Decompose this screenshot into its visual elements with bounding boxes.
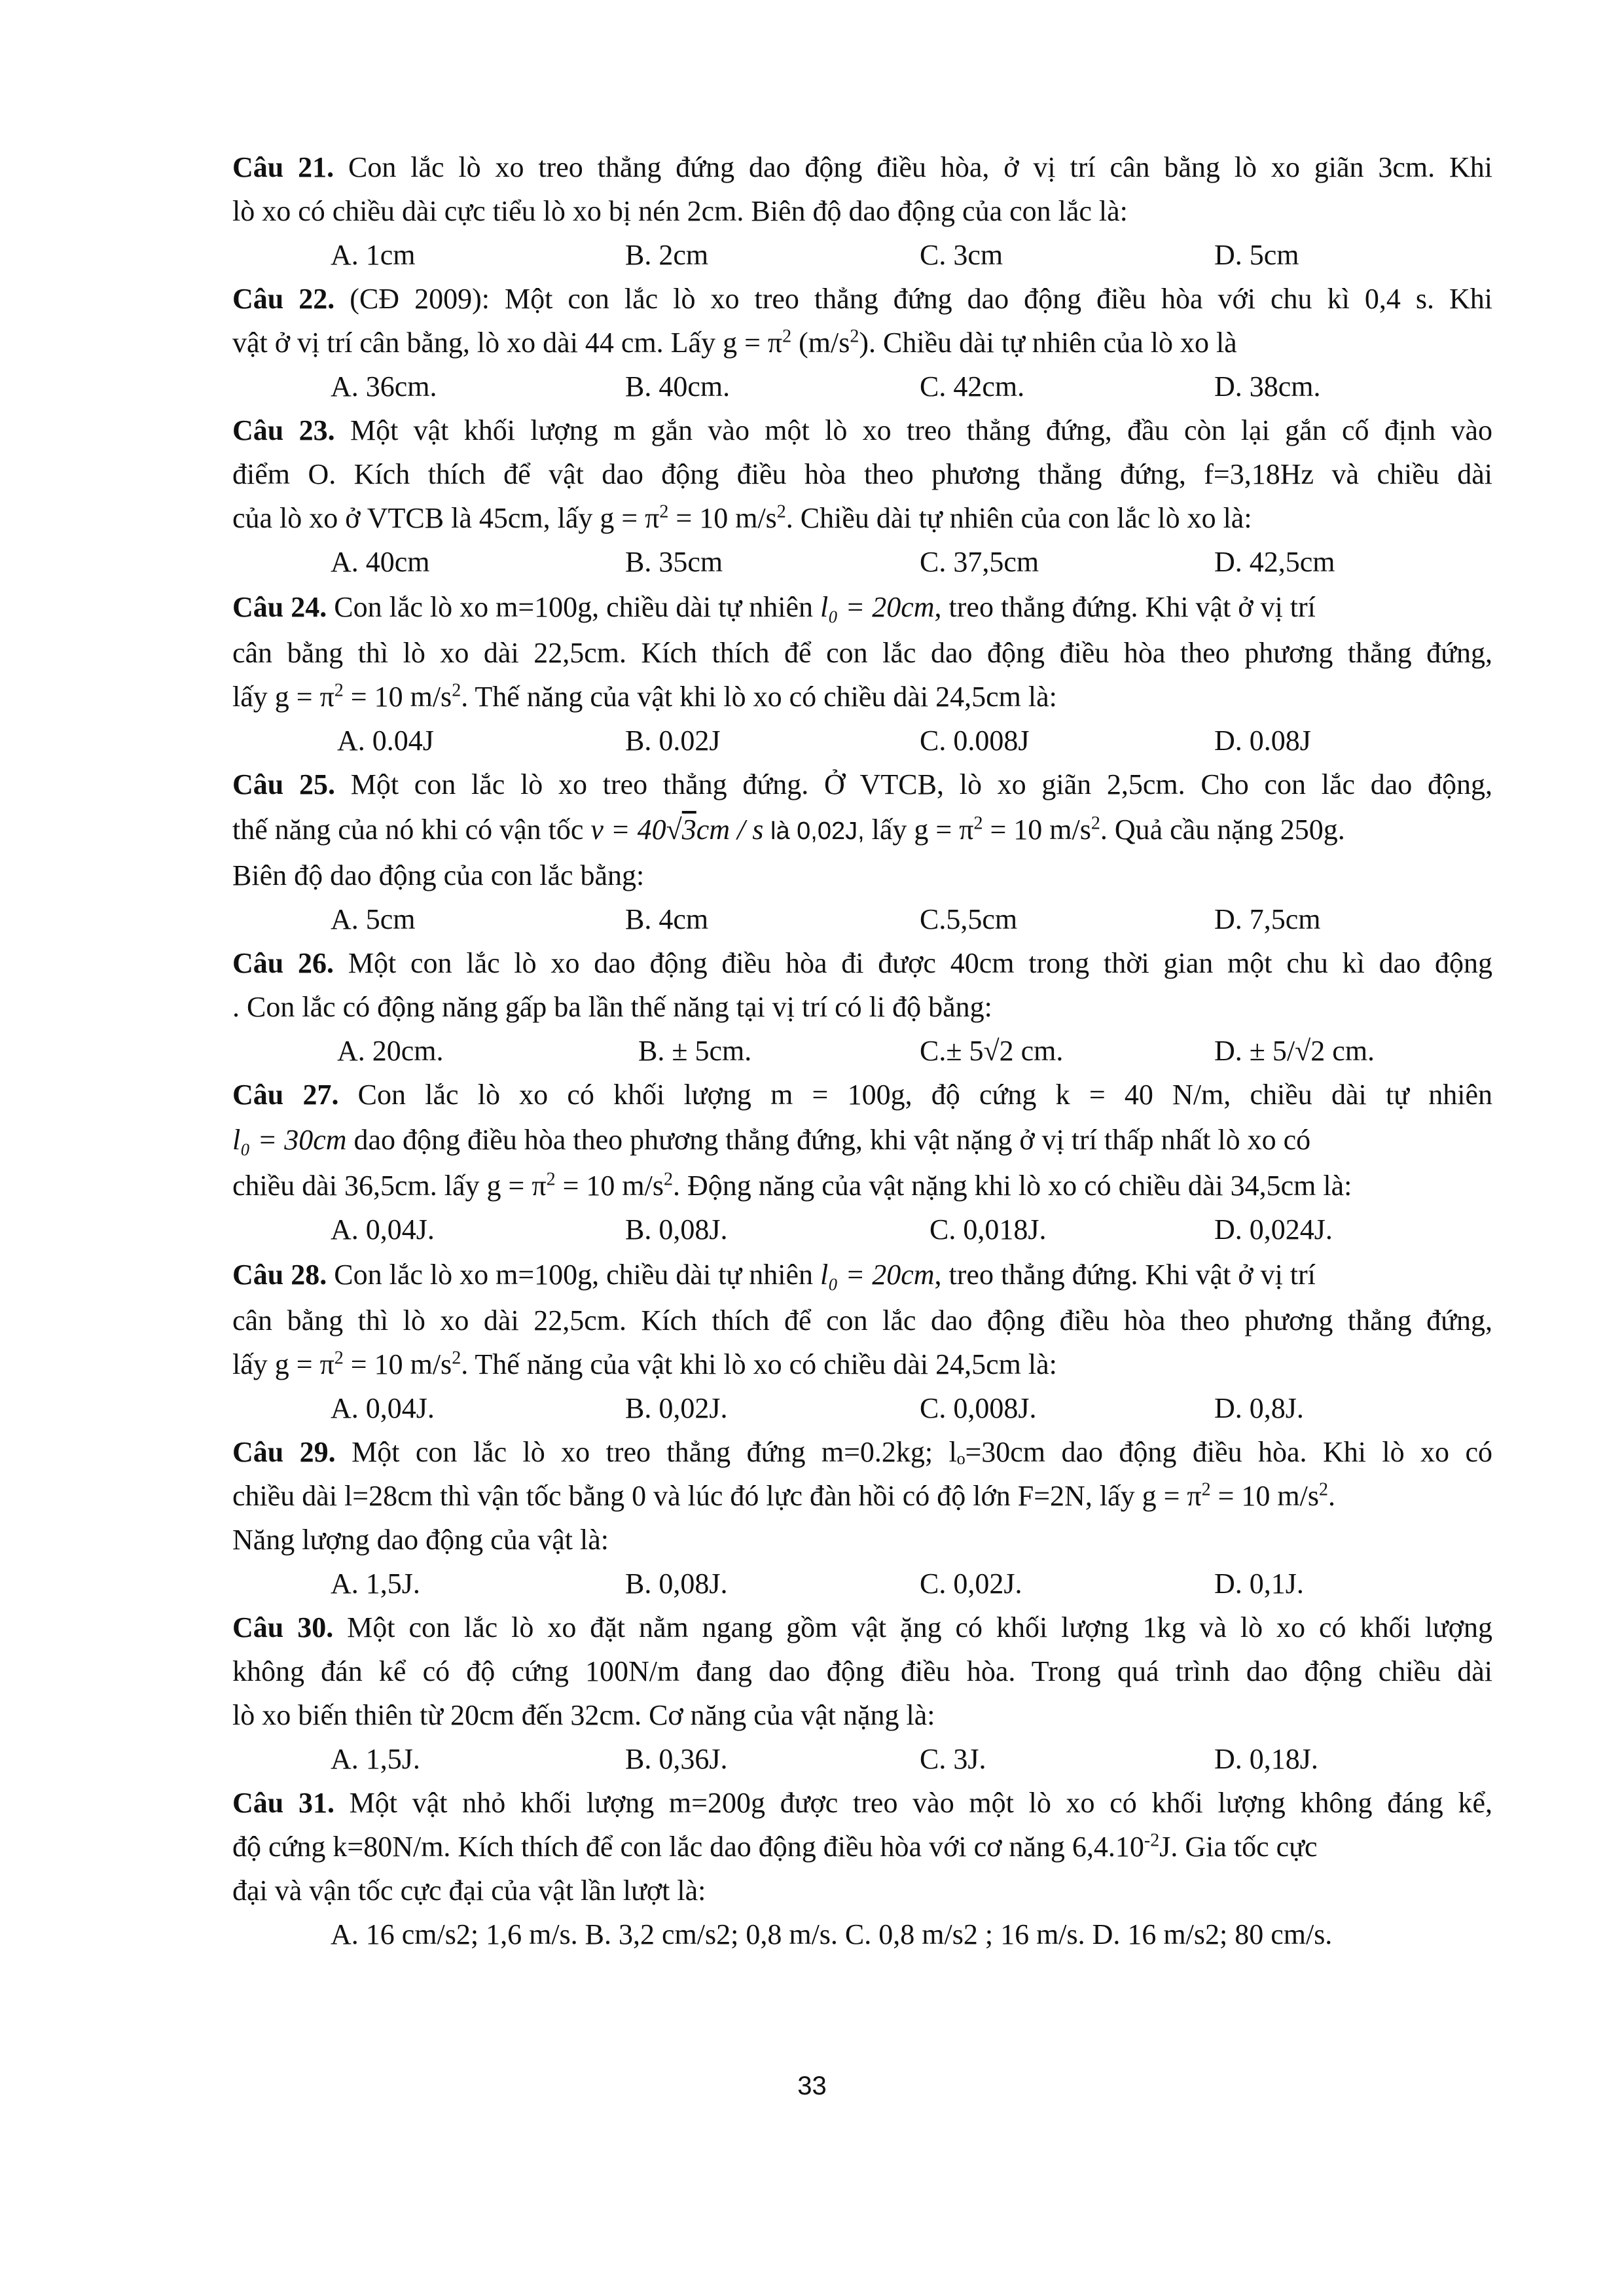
question-label: Câu 31. bbox=[232, 1787, 334, 1819]
question-31-line-2 bbox=[232, 1825, 1492, 1869]
option-d: D. ± 5/√2 cm. bbox=[1214, 1035, 1375, 1067]
option-c: C.5,5cm bbox=[920, 903, 1018, 935]
superscript: 2 bbox=[334, 680, 344, 701]
question-27-options bbox=[232, 1208, 1492, 1251]
question-text: Năng lượng dao động của vật là: bbox=[232, 1524, 609, 1556]
question-text: ). Chiều dài tự nhiên của lò xo là bbox=[859, 327, 1237, 359]
question-text: = 10 m/s bbox=[555, 1170, 664, 1202]
question-text: . Thế năng của vật khi lò xo có chiều dài 24,5cm là: bbox=[461, 681, 1057, 713]
option-b: B. 40cm. bbox=[625, 370, 731, 403]
option-b: B. ± 5cm. bbox=[638, 1035, 752, 1067]
question-text: . Con lắc có động năng gấp ba lần thế năng tại vị trí có li độ bằng: bbox=[232, 991, 992, 1023]
option-c: C. 0,018J. bbox=[929, 1213, 1047, 1246]
question-29-options bbox=[232, 1562, 1492, 1605]
question-text: . Chiều dài tự nhiên của con lắc lò xo là: bbox=[785, 502, 1252, 534]
question-24-line-1 bbox=[232, 584, 1492, 631]
option-c: C. 3cm bbox=[920, 239, 1003, 271]
option-c: C. 0,008J. bbox=[920, 1392, 1037, 1424]
option-a: A. 1,5J. bbox=[331, 1568, 420, 1600]
math-radicand: 3 bbox=[681, 814, 696, 846]
question-24-line-2 bbox=[232, 631, 1492, 675]
question-text: (m/s bbox=[791, 327, 850, 359]
question-26-line-2 bbox=[232, 985, 1492, 1029]
question-text: . Thế năng của vật khi lò xo có chiều dài 24,5cm là: bbox=[461, 1348, 1057, 1380]
question-label: Câu 25. bbox=[232, 768, 335, 800]
question-22-options bbox=[232, 365, 1492, 408]
question-text: = 10 m/s bbox=[343, 1348, 452, 1380]
question-label: Câu 22. bbox=[232, 283, 335, 315]
option-b: B. 2cm bbox=[625, 239, 709, 271]
options-line: A. 16 cm/s2; 1,6 m/s. B. 3,2 cm/s2; 0,8 m/s. C. 0,8 m/s2 ; 16 m/s. D. 16 m/s2; 80 cm/s. bbox=[331, 1918, 1333, 1950]
option-b: B. 0,08J. bbox=[625, 1213, 728, 1246]
superscript: 2 bbox=[850, 326, 859, 347]
option-d: D. 0,024J. bbox=[1214, 1213, 1333, 1246]
question-text: = 10 m/s bbox=[668, 502, 777, 534]
question-text: lấy g = π bbox=[864, 814, 974, 846]
question-label: Câu 27. bbox=[232, 1079, 339, 1111]
question-29-line-3 bbox=[232, 1518, 1492, 1562]
question-23-line-2 bbox=[232, 452, 1492, 496]
option-d: D. 42,5cm bbox=[1214, 546, 1335, 578]
question-21-options bbox=[232, 233, 1492, 277]
superscript: -2 bbox=[1144, 1830, 1160, 1851]
question-28-line-3 bbox=[232, 1342, 1492, 1386]
superscript: 2 bbox=[1319, 1479, 1328, 1500]
superscript: 2 bbox=[1091, 813, 1100, 834]
question-21-line-1 bbox=[232, 145, 1492, 189]
option-b: B. 0,02J. bbox=[625, 1392, 728, 1424]
question-text: dao động điều hòa theo phương thẳng đứng, khi vật nặng ở vị trí thấp nhất lò xo có bbox=[346, 1124, 1311, 1156]
question-text: . Động năng của vật nặng khi lò xo có chiều dài 34,5cm là: bbox=[672, 1170, 1352, 1202]
question-text: cân bằng thì lò xo dài 22,5cm. Kích thích để con lắc dao động điều hòa theo phương thẳng đứng, bbox=[232, 1304, 1492, 1336]
question-text: điểm O. Kích thích để vật dao động điều hòa theo phương thẳng đứng, f=3,18Hz và chiều dài bbox=[232, 458, 1492, 490]
superscript: 2 bbox=[973, 813, 983, 834]
option-d: D. 38cm. bbox=[1214, 370, 1321, 403]
page-content bbox=[232, 145, 1492, 1956]
math-formula: l₀ = 20cm bbox=[820, 591, 935, 623]
question-25-line-3 bbox=[232, 853, 1492, 897]
option-d: D. 7,5cm bbox=[1214, 903, 1321, 935]
superscript: 2 bbox=[776, 501, 786, 522]
page-number: 33 bbox=[797, 2072, 827, 2100]
superscript: 2 bbox=[782, 326, 792, 347]
question-text: Con lắc lò xo m=100g, chiều dài tự nhiên bbox=[327, 1259, 821, 1291]
question-text: không đán kể có độ cứng 100N/m đang dao động điều hòa. Trong quá trình dao động chiều dài bbox=[232, 1655, 1492, 1687]
option-a: A. 0,04J. bbox=[331, 1392, 435, 1424]
question-31-line-1 bbox=[232, 1781, 1492, 1825]
option-b: B. 0.02J bbox=[625, 725, 721, 757]
question-text: Con lắc lò xo m=100g, chiều dài tự nhiên bbox=[327, 591, 821, 623]
question-29-line-1 bbox=[232, 1430, 1492, 1474]
question-27-line-1 bbox=[232, 1073, 1492, 1117]
question-23-line-1 bbox=[232, 408, 1492, 452]
superscript: 2 bbox=[334, 1348, 344, 1369]
question-26-options bbox=[232, 1029, 1492, 1073]
option-b: B. 0,08J. bbox=[625, 1568, 728, 1600]
question-22-line-2 bbox=[232, 321, 1492, 365]
option-c: C.± 5√2 cm. bbox=[920, 1035, 1064, 1067]
question-31-line-3 bbox=[232, 1869, 1492, 1912]
question-label: Câu 29. bbox=[232, 1436, 336, 1468]
superscript: 2 bbox=[546, 1169, 556, 1190]
option-c: C. 0,02J. bbox=[920, 1568, 1022, 1600]
option-d: D. 0,1J. bbox=[1214, 1568, 1304, 1600]
question-22-line-1 bbox=[232, 277, 1492, 321]
question-25-options bbox=[232, 897, 1492, 941]
option-a: A. 36cm. bbox=[331, 370, 437, 403]
option-a: A. 40cm bbox=[331, 546, 430, 578]
question-text: vật ở vị trí cân bằng, lò xo dài 44 cm. Lấy g = π bbox=[232, 327, 783, 359]
question-text: . Quả cầu nặng 250g. bbox=[1100, 814, 1345, 846]
question-label: Câu 24. bbox=[232, 591, 327, 623]
question-29-line-2 bbox=[232, 1474, 1492, 1518]
question-text: độ cứng k=80N/m. Kích thích để con lắc dao động điều hòa với cơ năng 6,4.10 bbox=[232, 1831, 1144, 1863]
question-text: Một con lắc lò xo treo thẳng đứng. Ở VTCB, lò xo giãn 2,5cm. Cho con lắc dao động, bbox=[334, 768, 1492, 800]
question-30-line-2 bbox=[232, 1649, 1492, 1693]
question-text: lấy g = π bbox=[232, 681, 334, 713]
question-text: = 10 m/s bbox=[1210, 1480, 1319, 1512]
option-a: A. 5cm bbox=[331, 903, 416, 935]
superscript: 2 bbox=[663, 1169, 673, 1190]
question-text: , treo thẳng đứng. Khi vật ở vị trí bbox=[934, 591, 1316, 623]
option-b: B. 0,36J. bbox=[625, 1743, 728, 1775]
question-30-line-3 bbox=[232, 1693, 1492, 1737]
question-text: J. Gia tốc cực bbox=[1159, 1831, 1318, 1863]
question-27-line-3 bbox=[232, 1164, 1492, 1208]
sqrt-symbol: √ bbox=[666, 814, 682, 846]
question-text: lò xo có chiều dài cực tiểu lò xo bị nén 2cm. Biên độ dao động của con lắc là: bbox=[232, 195, 1128, 227]
superscript: 2 bbox=[452, 1348, 461, 1369]
question-text: Một vật khối lượng m gắn vào một lò xo treo thẳng đứng, đầu còn lại gắn cố định vào bbox=[334, 414, 1492, 446]
question-label: Câu 23. bbox=[232, 414, 335, 446]
question-27-line-2 bbox=[232, 1117, 1492, 1164]
question-text: thế năng của nó khi có vận tốc bbox=[232, 814, 591, 846]
option-a: A. 1,5J. bbox=[331, 1743, 420, 1775]
question-text: (CĐ 2009): Một con lắc lò xo treo thẳng đứng dao động điều hòa với chu kì 0,4 s. Khi bbox=[334, 283, 1492, 315]
option-c: C. 42cm. bbox=[920, 370, 1025, 403]
math-formula: v = 40 bbox=[590, 814, 666, 846]
question-26-line-1 bbox=[232, 941, 1492, 985]
question-text: của lò xo ở VTCB là 45cm, lấy g = π bbox=[232, 502, 660, 534]
math-unit: cm / s bbox=[696, 814, 764, 846]
question-30-options bbox=[232, 1737, 1492, 1781]
question-23-options bbox=[232, 540, 1492, 584]
option-a: A. 1cm bbox=[331, 239, 416, 271]
question-text: . bbox=[1328, 1480, 1335, 1512]
question-text: Một con lắc lò xo treo thẳng đứng m=0.2kg; lₒ=30cm dao động điều hòa. Khi lò xo có bbox=[335, 1436, 1492, 1468]
question-24-options bbox=[232, 719, 1492, 762]
question-text: , treo thẳng đứng. Khi vật ở vị trí bbox=[934, 1259, 1316, 1291]
option-c: C. 3J. bbox=[920, 1743, 986, 1775]
question-23-line-3 bbox=[232, 496, 1492, 540]
math-formula: l₀ = 20cm bbox=[820, 1259, 935, 1291]
question-text: Con lắc lò xo treo thẳng đứng dao động điều hòa, ở vị trí cân bằng lò xo giãn 3cm. Khi bbox=[334, 151, 1493, 183]
question-text: Biên độ dao động của con lắc bằng: bbox=[232, 859, 645, 891]
question-text: chiều dài 36,5cm. lấy g = π bbox=[232, 1170, 547, 1202]
question-31-options bbox=[232, 1912, 1492, 1956]
option-a: A. 0,04J. bbox=[331, 1213, 435, 1246]
question-label: Câu 28. bbox=[232, 1259, 327, 1291]
question-25-line-2 bbox=[232, 806, 1492, 853]
question-25-line-1 bbox=[232, 762, 1492, 806]
question-28-options bbox=[232, 1386, 1492, 1430]
question-28-line-1 bbox=[232, 1251, 1492, 1299]
question-24-line-3 bbox=[232, 675, 1492, 719]
question-text: = 10 m/s bbox=[983, 814, 1091, 846]
option-a: A. 0.04J bbox=[337, 725, 434, 757]
math-formula: l₀ = 30cm bbox=[232, 1124, 347, 1156]
question-text: là 0,02J, bbox=[763, 817, 865, 845]
superscript: 2 bbox=[659, 501, 669, 522]
question-text: Một con lắc lò xo đặt nằm ngang gồm vật ặng có khối lượng 1kg và lò xo có khối lượng bbox=[333, 1611, 1493, 1643]
question-text: Một con lắc lò xo dao động điều hòa đi được 40cm trong thời gian một chu kì dao động bbox=[334, 947, 1493, 979]
question-text: đại và vận tốc cực đại của vật lần lượt là: bbox=[232, 1874, 706, 1907]
question-text: Một vật nhỏ khối lượng m=200g được treo vào một lò xo có khối lượng không đáng kể, bbox=[334, 1787, 1492, 1819]
question-label: Câu 30. bbox=[232, 1611, 334, 1643]
option-a: A. 20cm. bbox=[337, 1035, 444, 1067]
option-d: D. 0.08J bbox=[1214, 725, 1311, 757]
question-28-line-2 bbox=[232, 1299, 1492, 1342]
question-label: Câu 26. bbox=[232, 947, 334, 979]
question-text: Con lắc lò xo có khối lượng m = 100g, độ cứng k = 40 N/m, chiều dài tự nhiên bbox=[338, 1079, 1492, 1111]
question-text: cân bằng thì lò xo dài 22,5cm. Kích thích để con lắc dao động điều hòa theo phương thẳng đứng, bbox=[232, 637, 1492, 669]
question-text: lấy g = π bbox=[232, 1348, 334, 1380]
option-d: D. 0,18J. bbox=[1214, 1743, 1318, 1775]
superscript: 2 bbox=[1201, 1479, 1211, 1500]
question-30-line-1 bbox=[232, 1605, 1492, 1649]
option-c: C. 0.008J bbox=[920, 725, 1030, 757]
option-b: B. 35cm bbox=[625, 546, 723, 578]
question-text: lò xo biến thiên từ 20cm đến 32cm. Cơ năng của vật nặng là: bbox=[232, 1699, 935, 1731]
option-c: C. 37,5cm bbox=[920, 546, 1039, 578]
option-d: D. 0,8J. bbox=[1214, 1392, 1304, 1424]
question-label: Câu 21. bbox=[232, 151, 334, 183]
question-text: chiều dài l=28cm thì vận tốc bằng 0 và lúc đó lực đàn hồi có độ lớn F=2N, lấy g = π bbox=[232, 1480, 1202, 1512]
option-d: D. 5cm bbox=[1214, 239, 1299, 271]
question-text: = 10 m/s bbox=[343, 681, 452, 713]
superscript: 2 bbox=[452, 680, 461, 701]
option-b: B. 4cm bbox=[625, 903, 709, 935]
question-21-line-2 bbox=[232, 189, 1492, 233]
